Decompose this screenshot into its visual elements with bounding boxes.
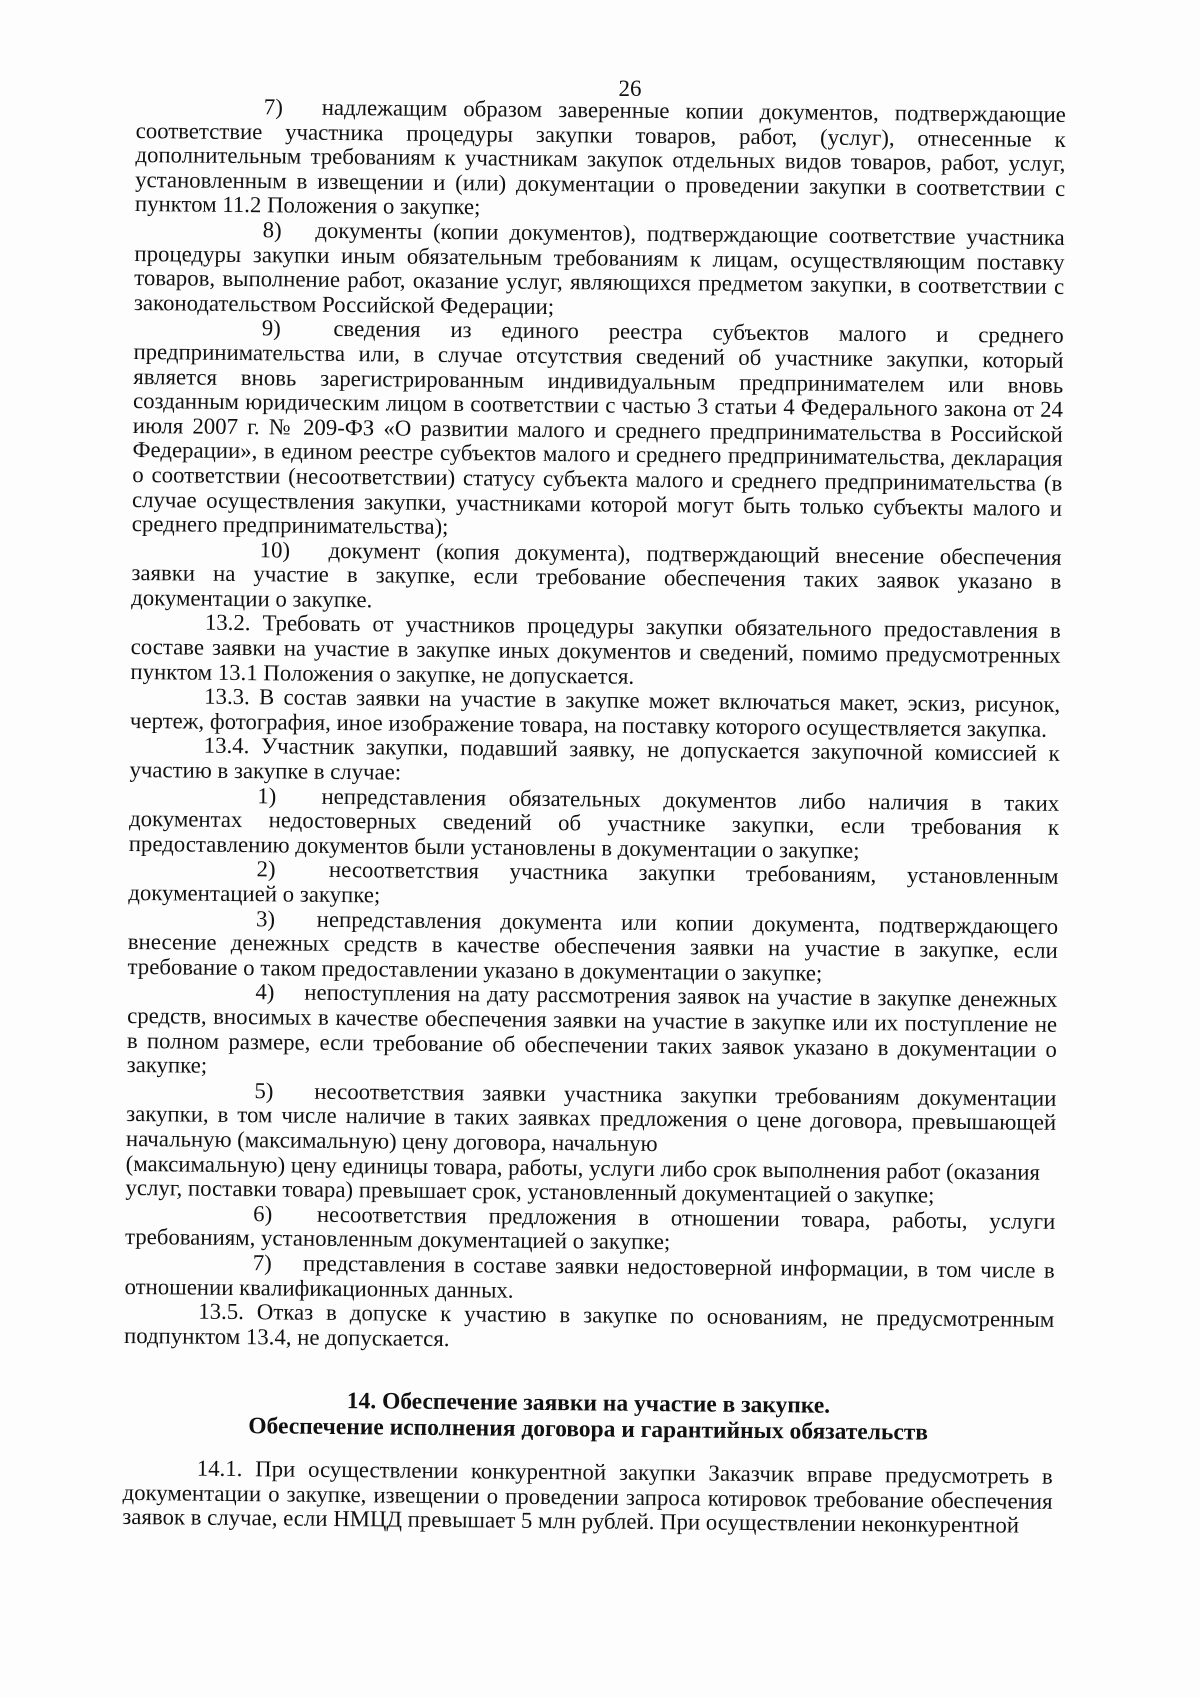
list-item-7-certified-copies: 7) надлежащим образом заверенные копии документов, подтверждающие соответствие участника процедуры закупки товаров, работ, (услуг), отнесенные к дополнительным требованиям к участникам закупок отдельных видов товаров, работ, услуг, установленным в извещении и (или) документации о проведении закупки в соответствии с пунктом 11.2 Положения о закупке;: [134, 94, 1066, 220]
rejection-reason-6: 6) несоответствия предложения в отношении товара, работы, услуги требованиям, установленным документацией о закупке;: [124, 1200, 1056, 1255]
rejection-reason-7: 7) представления в составе заявки недостоверной информации, в том числе в отношении квалификационных данных.: [124, 1250, 1055, 1303]
section-heading: [123, 1386, 1053, 1447]
rejection-reason-2: 2) несоответствия участника закупки требованиям, установленным документацией о закупке;: [128, 856, 1059, 908]
rejection-reason-5-continued: (максимальную) цену единицы товара, работы, услуги либо срок выполнения работ (оказания услуг, поставки товара) превышает срок, установленный документацией о закупке;: [125, 1150, 1041, 1208]
page-number: 26: [618, 76, 642, 101]
document-body: [122, 94, 1066, 1539]
clause-13-4: 13.4. Участник закупки, подавший заявку, не допускается закупочной комиссией к участию в закупке в случае:: [129, 733, 1060, 785]
list-item-9-sme-registry: 9) сведения из единого реестра субъектов малого и среднего предпринимательства или, в случае отсутствия сведений об участнике закупки, который является вновь зарегистрированным индивидуальным предпринимателем или вновь созданным юридическим лицом в соответствии с частью 3 статьи 4 Федерального закона от 24 июля 2007 г. № 209-ФЗ «О развитии малого и среднего предпринимательства в Российской Федерации», в едином реестре субъектов малого и среднего предпринимательства, декларация о соответствии (несоответствии) статусу субъекта малого и среднего предпринимательства (в случае осуществления закупки, участниками которой могут быть только субъекты малого и среднего предпринимательства);: [131, 315, 1064, 540]
clause-13-5: 13.5. Отказ в допуске к участию в закупке по основаниям, не предусмотренным подпунктом 13.4, не допускается.: [123, 1298, 1055, 1351]
rejection-reason-5: 5) несоответствия заявки участника закупки требованиям документации закупки, в том числе наличие в таких заявках предложения о цене договора, превышающей начальную (максимальную) цену договора, начальную: [125, 1077, 1057, 1156]
clause-14-1: 14.1. При осуществлении конкурентной закупки Заказчик вправе предусмотреть в документации о закупке, извещении о проведении запроса котировок требование обеспечения заявок в случае, если НМЦД превышает 5 млн рублей. При осуществлении неконкурентной: [122, 1455, 1053, 1539]
clause-13-3: 13.3. В состав заявки на участие в закупке может включаться макет, эскиз, рисунок, чертеж, фотография, иное изображение товара, на поставку которого осуществляется закупка.: [129, 683, 1061, 742]
section-heading-line2: Обеспечение исполнения договора и гарантийных обязательств: [248, 1413, 929, 1446]
clause-13-2: 13.2. Требовать от участников процедуры закупки обязательного предоставления в составе заявки на участие в закупке иных документов и сведений, помимо предусмотренных пунктом 13.1 Положения о закупке, не допускается.: [130, 610, 1062, 689]
section-heading-line1: 14. Обеспечение заявки на участие в закупке.: [346, 1388, 831, 1420]
rejection-reason-3: 3) непредставления документа или копии документа, подтверждающего внесение денежных средств в качестве обеспечения заявки на участие в закупке, если требование о таком предоставлении указано в документации о закупке;: [127, 905, 1059, 986]
rejection-reason-1: 1) непредставления обязательных документов либо наличия в таких документах недостоверных сведений об участнике закупки, если требования к предоставлению документов были установлены в документации о закупке;: [128, 782, 1060, 863]
rejection-reason-4: 4) непоступления на дату рассмотрения заявок на участие в закупке денежных средств, вносимых в качестве обеспечения заявки на участие в закупке или их поступление не в полном размере, если требование об обеспечении таких заявок указано в документации о закупке;: [126, 979, 1058, 1078]
list-item-8-documents: 8) документы (копии документов), подтверждающие соответствие участника процедуры закупки иным обязательным требованиям к лицам, осуществляющим поставку товаров, выполнение работ, оказание услуг, являющихся предметом закупки, в соответствии с законодательством Российской Федерации;: [133, 217, 1065, 319]
list-item-10-security-document: 10) документ (копия документа), подтверждающий внесение обеспечения заявки на участие в закупке, если требование обеспечения таких заявок указано в документации о закупке.: [131, 536, 1062, 613]
